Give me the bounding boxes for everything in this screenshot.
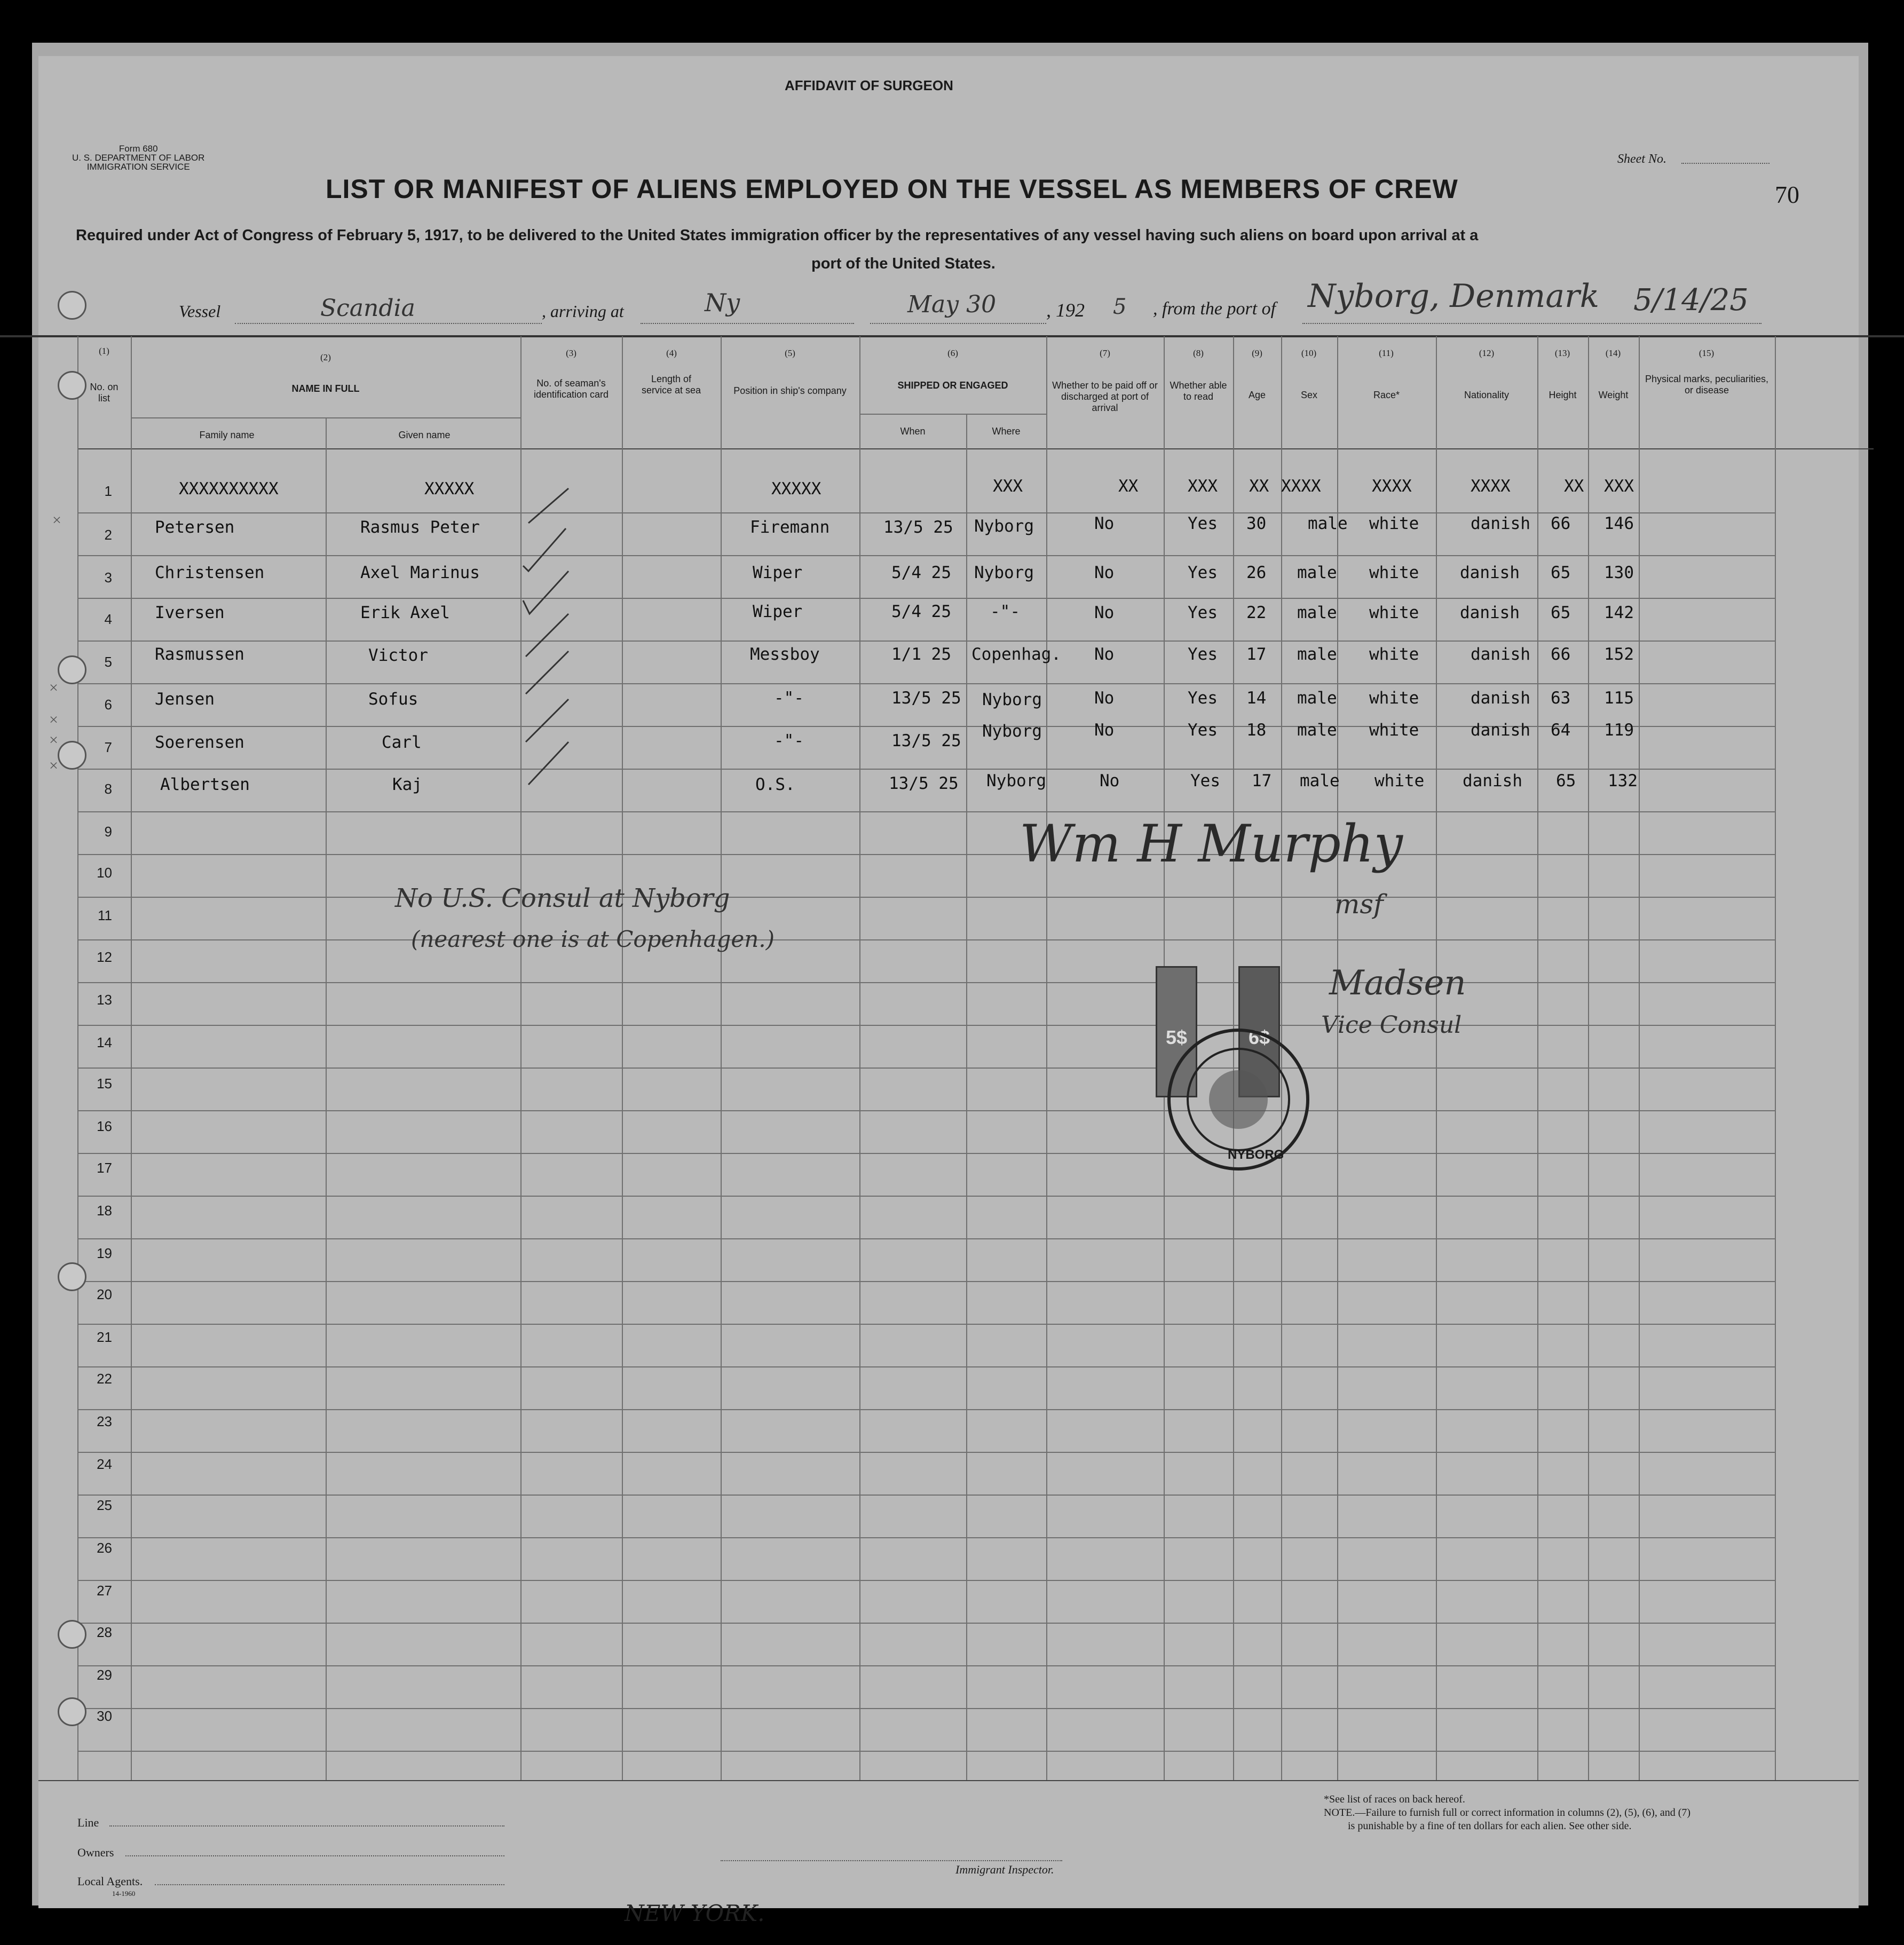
col-num: (7) <box>1100 348 1110 358</box>
col-num: (13) <box>1554 348 1570 358</box>
col-num: (9) <box>1252 348 1262 358</box>
cell-sex: male <box>1297 721 1337 740</box>
cell-where: Nyborg <box>974 517 1034 536</box>
port-value: Nyborg, Denmark <box>1308 278 1600 315</box>
row-number: 12 <box>97 949 112 965</box>
row-rule <box>77 854 1775 855</box>
cell-position: -"- <box>774 689 804 708</box>
row-number: 7 <box>104 739 112 755</box>
cell-position: Messboy <box>750 645 820 664</box>
cell-height: XX <box>1564 477 1584 496</box>
row-number: 2 <box>104 527 112 543</box>
col-header-paid-off: Whether to be paid off or discharged at port of arrival <box>1052 380 1158 413</box>
row-number: 14 <box>97 1034 112 1050</box>
inspector-line <box>721 1860 1062 1861</box>
row-rule <box>77 1366 1775 1367</box>
table-bottom-rule <box>38 1780 1859 1781</box>
cell-read: Yes <box>1190 771 1220 790</box>
cell-weight: 119 <box>1604 721 1634 740</box>
cell-family: Albertsen <box>160 775 250 794</box>
form-number: Form 680 <box>118 144 158 154</box>
cell-read: Yes <box>1188 689 1218 708</box>
row-number: 3 <box>104 570 112 586</box>
col-header-position: Position in ship's company <box>733 385 847 396</box>
cell-race: white <box>1369 603 1419 622</box>
row-number: 20 <box>97 1286 112 1302</box>
punch-hole <box>58 1262 86 1291</box>
cell-weight: 142 <box>1604 603 1634 622</box>
cell-where: -"- <box>990 602 1020 621</box>
cell-where: XXX <box>993 477 1023 496</box>
cell-nationality: danish <box>1460 563 1520 582</box>
margin-mark: × <box>49 757 58 774</box>
cell-where: Nyborg <box>982 722 1042 741</box>
col-num: (5) <box>785 348 795 358</box>
year-value: 5 <box>1113 295 1127 319</box>
vessel-label: Vessel <box>179 302 221 321</box>
inspector-label: Immigrant Inspector. <box>955 1863 1054 1876</box>
handwritten-city: NEW YORK. <box>625 1900 765 1926</box>
cell-nationality: danish <box>1463 771 1522 790</box>
cell-race: XXXX <box>1372 477 1412 496</box>
cell-position: -"- <box>774 731 804 750</box>
col-num: (12) <box>1479 348 1495 358</box>
col-header-race: Race* <box>1373 390 1400 400</box>
check-mark <box>526 614 568 657</box>
cell-sex: XXXX <box>1281 477 1321 496</box>
cell-weight: 130 <box>1604 563 1634 582</box>
cell-read: Yes <box>1188 603 1218 622</box>
cell-given: Axel Marinus <box>360 563 480 582</box>
punch-hole <box>58 1620 86 1649</box>
check-mark <box>526 699 568 742</box>
row-rule <box>77 1751 1775 1752</box>
row-rule <box>77 512 1775 513</box>
vice-consul-signature: Madsen <box>1329 963 1466 1003</box>
row-rule <box>77 982 1775 983</box>
cell-family: Soerensen <box>155 733 244 752</box>
cell-read: Yes <box>1188 645 1218 664</box>
subtitle-line1: Required under Act of Congress of February 5, 1917, to be delivered to the United States immigration officer by the representatives of any vessel having such aliens on board upon arrival at a <box>76 227 1479 244</box>
row-number: 23 <box>97 1413 112 1429</box>
col-divider <box>1046 336 1047 1780</box>
row-rule <box>77 1452 1775 1453</box>
row-number: 24 <box>97 1456 112 1472</box>
cell-where: Nyborg <box>982 690 1042 709</box>
col-num: (11) <box>1379 348 1394 358</box>
cell-age: 30 <box>1246 514 1267 533</box>
cell-age: 22 <box>1246 603 1267 622</box>
cell-when: 13/5 25 <box>891 731 961 750</box>
subheader-family: Family name <box>199 430 255 440</box>
from-port-label: , from the port of <box>1153 299 1276 319</box>
form-info <box>72 144 204 171</box>
date-value: May 30 <box>907 291 997 318</box>
cell-family: Rasmussen <box>155 645 244 664</box>
row-rule <box>77 1153 1775 1154</box>
cell-sex: male <box>1297 563 1337 582</box>
cell-sex: male <box>1300 771 1340 790</box>
cell-nationality: danish <box>1471 689 1530 708</box>
col-divider <box>1436 336 1437 1780</box>
consul-note-line1: No U.S. Consul at Nyborg <box>395 883 730 913</box>
row-number: 29 <box>97 1667 112 1683</box>
manifest-title: LIST OR MANIFEST OF ALIENS EMPLOYED ON THE VESSEL AS MEMBERS OF CREW <box>326 174 1458 204</box>
vice-consul-title: Vice Consul <box>1321 1011 1462 1039</box>
row-number: 16 <box>97 1118 112 1134</box>
note-line2: NOTE.—Failure to furnish full or correct information in columns (2), (5), (6), and (7) <box>1324 1807 1691 1819</box>
subheader-when: When <box>900 426 926 437</box>
row-rule <box>77 555 1775 556</box>
subtitle-line2: port of the United States. <box>811 255 996 272</box>
row-number: 22 <box>97 1371 112 1387</box>
row-rule <box>77 1324 1775 1325</box>
cell-position: Wiper <box>753 602 803 621</box>
row-number: 17 <box>97 1160 112 1176</box>
col-header-shipped: SHIPPED OR ENGAGED <box>897 380 1008 391</box>
col-num: (1) <box>99 346 109 356</box>
check-mark <box>528 488 568 523</box>
cell-height: 65 <box>1556 771 1576 790</box>
cell-when: 5/4 25 <box>891 563 951 582</box>
cell-sex: male <box>1297 603 1337 622</box>
cell-when: 5/4 25 <box>891 602 951 621</box>
row-rule <box>77 1409 1775 1410</box>
note-line1: *See list of races on back hereof. <box>1324 1793 1465 1805</box>
row-rule <box>77 811 1775 812</box>
checkmarks-column <box>518 475 582 795</box>
cell-position: XXXXX <box>771 479 821 499</box>
cell-paid: XX <box>1118 477 1139 496</box>
header-bottom-rule <box>77 448 1874 449</box>
cell-race: white <box>1369 514 1419 533</box>
cell-height: 66 <box>1551 645 1571 664</box>
row-rule <box>77 1580 1775 1581</box>
row-rule <box>77 1665 1775 1666</box>
cell-given: Rasmus Peter <box>360 518 480 537</box>
col-divider <box>1537 336 1538 1780</box>
cell-weight: 132 <box>1608 771 1638 790</box>
cell-age: 14 <box>1246 689 1267 708</box>
arriving-value: Ny <box>705 288 740 317</box>
col-header-sex: Sex <box>1300 390 1318 400</box>
sheet-label: Sheet No. <box>1617 152 1666 166</box>
cell-race: white <box>1369 563 1419 582</box>
sheet-number-line <box>1681 163 1769 164</box>
cell-nationality: XXXX <box>1471 477 1511 496</box>
cell-read: Yes <box>1188 721 1218 740</box>
col-divider <box>77 336 78 1780</box>
col-header-age: Age <box>1248 390 1266 400</box>
row-rule <box>77 598 1775 599</box>
col-divider <box>1775 336 1776 1780</box>
margin-mark: × <box>49 711 58 729</box>
cell-given: Victor <box>368 646 428 665</box>
col-divider <box>326 417 327 1780</box>
row-rule <box>77 1068 1775 1069</box>
cell-position: O.S. <box>755 775 795 794</box>
cell-family: XXXXXXXXXX <box>179 479 279 499</box>
cell-paid: No <box>1100 771 1120 790</box>
seal-text: NYBORG <box>1228 1148 1284 1162</box>
cell-height: 64 <box>1551 721 1571 740</box>
row-number: 8 <box>104 781 112 797</box>
col-header-read: Whether able to read <box>1170 380 1227 402</box>
punch-hole <box>58 1697 86 1726</box>
col-divider <box>131 336 132 1780</box>
margin-mark: × <box>49 679 58 697</box>
row-rule <box>77 1708 1775 1709</box>
footer-owners-field <box>125 1855 504 1856</box>
cell-nationality: danish <box>1471 514 1530 533</box>
col-divider <box>966 414 967 1780</box>
col-num: (3) <box>566 348 576 358</box>
cell-height: 66 <box>1551 514 1571 533</box>
margin-mark: × <box>52 511 61 529</box>
punch-hole <box>58 371 86 400</box>
row-rule <box>77 1281 1775 1282</box>
row-rule <box>77 1495 1775 1496</box>
cell-where: Nyborg <box>974 563 1034 582</box>
cell-when: 13/5 25 <box>889 774 959 793</box>
col-num: (8) <box>1193 348 1204 358</box>
row-rule <box>77 1537 1775 1538</box>
row-number: 30 <box>97 1708 112 1724</box>
row-number: 5 <box>104 654 112 670</box>
margin-mark: × <box>49 731 58 749</box>
cell-when: 1/1 25 <box>891 645 951 664</box>
cell-race: white <box>1369 689 1419 708</box>
cell-race: white <box>1369 645 1419 664</box>
cell-when: 13/5 25 <box>883 518 953 537</box>
col-divider <box>1588 336 1589 1780</box>
col-num: (4) <box>666 348 677 358</box>
cell-family: Jensen <box>155 690 215 709</box>
cell-given: Erik Axel <box>360 603 450 622</box>
cell-paid: No <box>1094 645 1115 664</box>
cell-read: XXX <box>1188 477 1218 496</box>
cell-sex: male <box>1297 689 1337 708</box>
row-rule <box>77 683 1775 684</box>
row-number: 18 <box>97 1203 112 1219</box>
arriving-label: , arriving at <box>542 302 624 321</box>
cell-height: 65 <box>1551 603 1571 622</box>
col-num: (2) <box>320 352 331 362</box>
row-rule <box>77 1196 1775 1197</box>
col-divider <box>622 336 623 1780</box>
cell-nationality: danish <box>1460 603 1520 622</box>
cell-given: Carl <box>382 733 422 752</box>
subheader-where: Where <box>992 426 1021 437</box>
cell-age: 17 <box>1252 771 1272 790</box>
cell-sex: male <box>1308 514 1348 533</box>
row-number: 28 <box>97 1624 112 1640</box>
cell-paid: No <box>1094 514 1115 533</box>
row-number: 13 <box>97 992 112 1008</box>
footer-agents-field <box>155 1884 504 1885</box>
footer-agents-label: Local Agents. <box>77 1875 143 1888</box>
cell-age: 17 <box>1246 645 1267 664</box>
page-number: 70 <box>1775 181 1799 208</box>
consul-note-line2: (nearest one is at Copenhagen.) <box>411 926 775 952</box>
stamp-value-right: 6$ <box>1248 1026 1270 1048</box>
row-number: 21 <box>97 1329 112 1345</box>
cell-age: 18 <box>1246 721 1267 740</box>
col-divider <box>859 336 860 1780</box>
stamp-value-left: 5$ <box>1165 1026 1188 1048</box>
date-line <box>870 323 1046 324</box>
cell-family: Petersen <box>155 518 235 537</box>
check-mark <box>523 528 566 571</box>
row-rule <box>77 1110 1775 1111</box>
row-number: 1 <box>104 483 112 499</box>
cell-where: Copenhag. <box>971 645 1061 664</box>
cell-nationality: danish <box>1471 645 1530 664</box>
subheader-given: Given name <box>398 430 451 440</box>
cell-weight: 115 <box>1604 689 1634 708</box>
col-num: (10) <box>1301 348 1317 358</box>
table-top-rule <box>0 335 1904 337</box>
cell-when: 13/5 25 <box>891 689 961 708</box>
col-num: (15) <box>1698 348 1715 358</box>
row-number: 26 <box>97 1540 112 1556</box>
year-label: , 192 <box>1046 299 1085 321</box>
row-rule <box>77 1025 1775 1026</box>
cell-age: XX <box>1249 477 1269 496</box>
footer-line-label: Line <box>77 1816 99 1829</box>
signature-initials: msf <box>1334 889 1384 920</box>
col-divider <box>721 336 722 1780</box>
col-header-nationality: Nationality <box>1464 390 1510 400</box>
cell-weight: 152 <box>1604 645 1634 664</box>
row-number: 19 <box>97 1245 112 1261</box>
col-num: (14) <box>1605 348 1621 358</box>
port-line <box>1302 323 1761 324</box>
cell-family: Christensen <box>155 563 265 582</box>
cell-sex: male <box>1297 645 1337 664</box>
row-number: 27 <box>97 1583 112 1599</box>
check-mark <box>526 651 568 694</box>
col-header-height: Height <box>1549 390 1577 400</box>
service-name: IMMIGRATION SERVICE <box>86 162 190 172</box>
row-number: 25 <box>97 1497 112 1513</box>
cell-given: Sofus <box>368 690 418 709</box>
col-num: (6) <box>947 348 958 358</box>
col-header-service: Length of service at sea <box>641 374 701 396</box>
cell-position: Wiper <box>753 563 803 582</box>
cell-paid: No <box>1094 563 1115 582</box>
cell-paid: No <box>1094 603 1115 622</box>
cell-given: Kaj <box>392 775 422 794</box>
row-number: 4 <box>104 611 112 627</box>
row-rule <box>77 939 1775 940</box>
cell-read: Yes <box>1188 514 1218 533</box>
cell-position: Firemann <box>750 518 830 537</box>
punch-hole <box>58 741 86 770</box>
col-divider <box>1337 336 1338 1780</box>
department-name: U. S. DEPARTMENT OF LABOR <box>72 153 205 163</box>
col-header-physical: Physical marks, peculiarities, or disease <box>1645 374 1769 396</box>
row-number: 6 <box>104 697 112 713</box>
row-rule <box>77 1238 1775 1239</box>
cell-paid: No <box>1094 689 1115 708</box>
col-header-weight: Weight <box>1598 390 1629 400</box>
footer-line-field <box>109 1825 504 1827</box>
row-number: 9 <box>104 824 112 840</box>
cell-height: 65 <box>1551 563 1571 582</box>
cell-height: 63 <box>1551 689 1571 708</box>
cell-paid: No <box>1094 721 1115 740</box>
check-mark <box>528 742 568 785</box>
row-rule <box>77 641 1775 642</box>
note-line3: is punishable by a fine of ten dollars for each alien. See other side. <box>1348 1820 1632 1832</box>
shipped-subheader-rule <box>859 414 1046 415</box>
row-rule <box>77 897 1775 898</box>
cell-given: XXXXX <box>424 479 475 499</box>
row-rule <box>77 1623 1775 1624</box>
col-header-no: No. on list <box>90 382 118 404</box>
cell-nationality: danish <box>1471 721 1530 740</box>
cell-weight: XXX <box>1604 477 1634 496</box>
cell-age: 26 <box>1246 563 1267 582</box>
affidavit-title: AFFIDAVIT OF SURGEON <box>785 77 953 93</box>
cell-read: Yes <box>1188 563 1218 582</box>
col-header-id-card: No. of seaman's identification card <box>533 378 609 400</box>
vessel-line <box>235 323 542 324</box>
extra-date-value: 5/14/25 <box>1633 283 1749 318</box>
check-mark <box>523 571 568 614</box>
col-divider <box>1639 336 1640 1780</box>
vessel-value: Scandia <box>320 295 415 322</box>
footer-owners-label: Owners <box>77 1846 114 1859</box>
row-number: 15 <box>97 1076 112 1092</box>
row-number: 10 <box>97 865 112 881</box>
punch-hole <box>58 655 86 684</box>
cell-family: Iversen <box>155 603 225 622</box>
cell-weight: 146 <box>1604 514 1634 533</box>
arriving-line <box>641 323 854 324</box>
row-number: 11 <box>98 907 112 923</box>
footer-form-code: 14-1960 <box>112 1889 136 1897</box>
cell-race: white <box>1369 721 1419 740</box>
row-rule <box>77 769 1775 770</box>
punch-hole <box>58 291 86 320</box>
signature: Wm H Murphy <box>1020 814 1403 874</box>
cell-race: white <box>1374 771 1425 790</box>
col-header-name: NAME IN FULL <box>291 383 360 394</box>
cell-where: Nyborg <box>986 771 1046 790</box>
